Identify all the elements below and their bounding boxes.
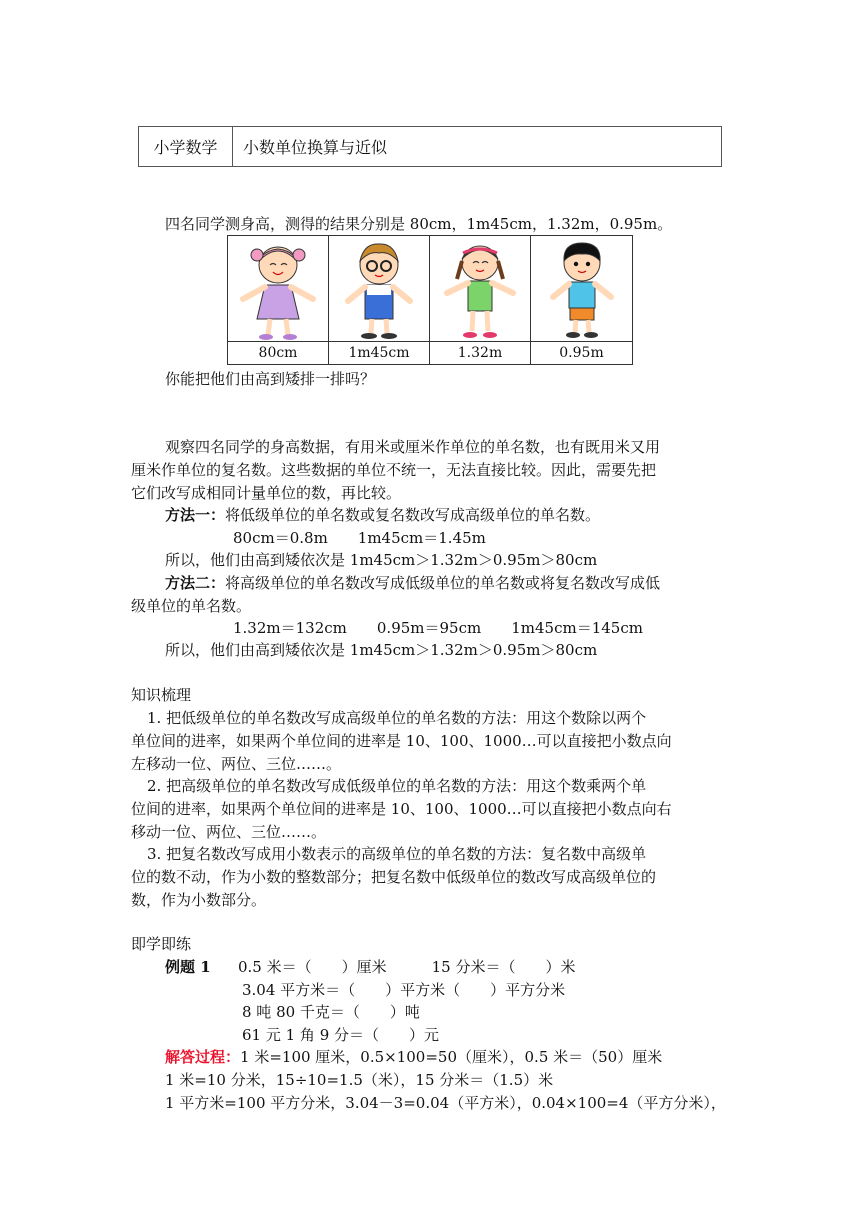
example-q2: 3.04 平方米＝（ ）平方米（ ）平方分米 — [242, 981, 566, 999]
knowledge-line: 数，作为小数部分。 — [131, 891, 267, 909]
method1-line — [165, 504, 600, 527]
method1-text: 将低级单位的单名数或复名数改写成高级单位的单名数。 — [225, 506, 601, 524]
header-topic: 小数单位换算与近似 — [243, 138, 388, 157]
header-subject: 小学数学 — [139, 127, 233, 166]
kid-cell-2 — [329, 236, 430, 364]
method1-conclusion: 所以，他们由高到矮依次是 1m45cm＞1.32m＞0.95m＞80cm — [165, 551, 598, 569]
observe-line-3: 它们改写成相同计量单位的数，再比较。 — [131, 484, 402, 502]
practice-title: 即学即练 — [131, 935, 192, 953]
example-q3: 8 吨 80 千克＝（ ）吨 — [242, 1003, 420, 1021]
boy-glasses-icon — [334, 239, 424, 341]
example-label: 例题 1 — [165, 958, 211, 976]
example-q4: 61 元 1 角 9 分＝（ ）元 — [242, 1026, 440, 1044]
girl-purple-dress-icon — [233, 239, 323, 341]
observe-line-2: 厘米作单位的复名数。这些数据的单位不统一，无法直接比较。因此，需要先把 — [131, 461, 657, 479]
answer-line-1 — [165, 1046, 662, 1069]
answer-line-3: 1 平方米=100 平方分米，3.04－3=0.04（平方米），0.04×100=4（平方分米）， — [165, 1094, 726, 1112]
intro-text: 四名同学测身高，测得的结果分别是 80cm，1m45cm，1.32m，0.95m。 — [165, 215, 673, 233]
kid-height-label: 80cm — [258, 345, 298, 361]
kid-height-label: 1.32m — [457, 345, 503, 361]
example-q1: 0.5 米＝（ ）厘米 15 分米＝（ ）米 — [238, 958, 576, 976]
answer-text-1: 1 米=100 厘米，0.5×100=50（厘米），0.5 米＝（50）厘米 — [240, 1048, 663, 1066]
header-table — [138, 126, 722, 167]
kid-cell-1 — [228, 236, 329, 364]
knowledge-line: 位间的进率，如果两个单位间的进率是 10、100、1000…可以直接把小数点向右 — [131, 800, 672, 818]
method2-equation: 1.32m＝132cm 0.95m＝95cm 1m45cm＝145cm — [233, 619, 643, 637]
knowledge-line: 单位间的进率，如果两个单位间的进率是 10、100、1000…可以直接把小数点向 — [131, 732, 672, 750]
method2-text: 将高级单位的单名数改写成低级单位的单名数或将复名数改写成低 — [225, 574, 661, 592]
kid-cell-3 — [430, 236, 531, 364]
knowledge-line: 3. 把复名数改写成用小数表示的高级单位的单名数的方法：复名数中高级单 — [147, 845, 647, 863]
knowledge-line: 左移动一位、两位、三位……。 — [131, 755, 342, 773]
knowledge-line: 2. 把高级单位的单名数改写成低级单位的单名数的方法：用这个数乘两个单 — [147, 777, 647, 795]
girl-green-shirt-icon — [435, 239, 525, 341]
kids-table — [227, 235, 633, 365]
method2-text-cont: 级单位的单名数。 — [131, 597, 252, 615]
method2-line — [165, 572, 660, 595]
question-text: 你能把他们由高到矮排一排吗？ — [165, 370, 376, 388]
answer-line-2: 1 米=10 分米，15÷10=1.5（米），15 分米＝（1.5）米 — [165, 1071, 554, 1089]
observe-line-1: 观察四名同学的身高数据，有用米或厘米作单位的单名数，也有既用米又用 — [165, 438, 661, 456]
kid-cell-4 — [531, 236, 632, 364]
method2-label: 方法二： — [165, 574, 226, 592]
knowledge-line: 1. 把低级单位的单名数改写成高级单位的单名数的方法：用这个数除以两个 — [147, 709, 647, 727]
kid-height-label: 1m45cm — [348, 345, 410, 361]
knowledge-line: 位的数不动，作为小数的整数部分；把复名数中低级单位的数改写成高级单位的 — [131, 868, 657, 886]
answer-label: 解答过程： — [165, 1048, 241, 1066]
method1-label: 方法一： — [165, 506, 226, 524]
kid-height-label: 0.95m — [559, 345, 604, 361]
knowledge-line: 移动一位、两位、三位……。 — [131, 823, 327, 841]
method1-equation: 80cm＝0.8m 1m45cm＝1.45m — [233, 529, 486, 547]
knowledge-title: 知识梳理 — [131, 686, 192, 704]
method2-conclusion: 所以，他们由高到矮依次是 1m45cm＞1.32m＞0.95m＞80cm — [165, 641, 598, 659]
boy-cyan-shirt-icon — [537, 239, 627, 341]
